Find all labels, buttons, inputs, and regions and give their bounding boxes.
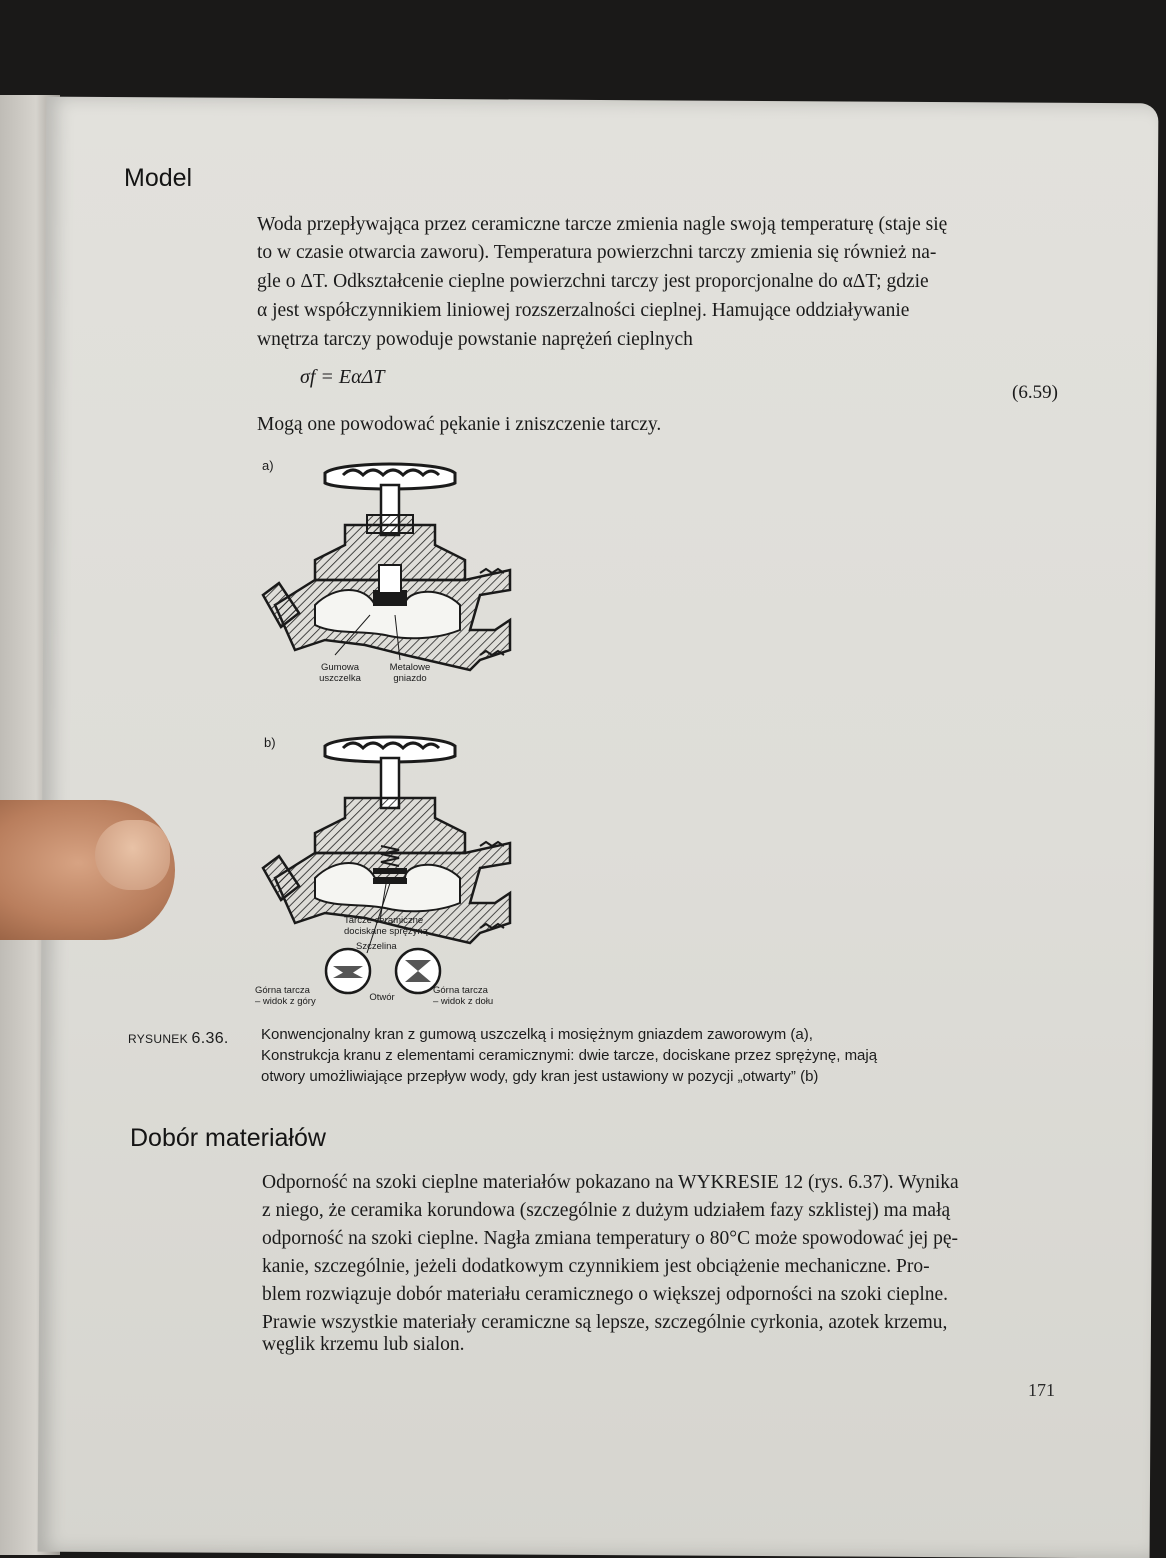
para-line: to w czasie otwarcia zaworu). Temperatura powierzchni tarczy zmienia się również na- <box>257 242 937 263</box>
para-line: Prawie wszystkie materiały ceramiczne są lepsze, szczególnie cyrkonia, azotek krzemu, <box>262 1312 948 1333</box>
equation: σf = EαΔT <box>300 366 385 388</box>
caption-line: Konwencjonalny kran z gumową uszczelką i mosiężnym gniazdem zaworowym (a), <box>261 1026 813 1043</box>
page-number: 171 <box>1028 1380 1055 1400</box>
caption-line: Konstrukcja kranu z elementami ceramicznymi: dwie tarcze, dociskane przez sprężynę, mają <box>261 1047 878 1064</box>
heading-dobor-materialow: Dobór materiałów <box>130 1124 326 1152</box>
after-equation-text: Mogą one powodować pękanie i zniszczenie tarczy. <box>257 414 662 435</box>
figure-label-b: b) <box>264 735 276 750</box>
para-line: odporność na szoki cieplne. Nagła zmiana temperatury o 80°C może spowodować jej pę- <box>262 1228 959 1249</box>
para-line: kanie, szczególnie, jeżeli dodatkowym czynnikiem jest obciążenie mechaniczne. Pro- <box>262 1256 930 1277</box>
thumbnail <box>95 820 170 890</box>
para-line: z niego, że ceramika korundowa (szczególnie z dużym udziałem fazy szklistej) ma małą <box>262 1200 951 1221</box>
figure-caption-tag <box>128 1030 229 1048</box>
figure-label-a: a) <box>262 458 274 473</box>
caption-word: RYSUNEK <box>128 1032 188 1046</box>
label-otwor: Otwór <box>369 992 395 1003</box>
valve-diagram-b <box>255 728 525 1008</box>
label-tarcze-ceramiczne: Tarcze ceramiczne dociskane sprężyną <box>344 915 428 937</box>
para-line: gle o ΔT. Odkształcenie cieplne powierzchni tarczy jest proporcjonalne do αΔT; gdzie <box>257 271 929 292</box>
para-line: Odporność na szoki cieplne materiałów pokazano na WYKRESIE 12 (rys. 6.37). Wynika <box>262 1172 959 1193</box>
caption-number: 6.36. <box>191 1030 229 1047</box>
heading-model: Model <box>124 164 193 192</box>
para-line: blem rozwiązuje dobór materiału ceramicznego o większej odporności na szoki cieplne. <box>262 1284 949 1305</box>
label-szczelina: Szczelina <box>356 941 397 952</box>
label-gumowa-uszczelka: Gumowa uszczelka <box>319 662 361 684</box>
label-gorna-tarcza-dol: Górna tarcza – widok z dołu <box>433 985 494 1007</box>
label-gorna-tarcza-gora: Górna tarcza – widok z góry <box>255 985 316 1007</box>
label-metalowe-gniazdo: Metalowe gniazdo <box>389 662 431 684</box>
valve-diagram-a <box>255 455 525 695</box>
equation-number: (6.59) <box>1012 382 1058 403</box>
para-line: węglik krzemu lub sialon. <box>262 1334 465 1355</box>
para-line: Woda przepływająca przez ceramiczne tarcze zmienia nagle swoją temperaturę (staje się <box>257 214 948 235</box>
para-line: wnętrza tarczy powoduje powstanie naprężeń cieplnych <box>257 329 693 350</box>
caption-line: otwory umożliwiające przepływ wody, gdy kran jest ustawiony w pozycji „otwarty” (b) <box>261 1068 819 1085</box>
para-line: α jest współczynnikiem liniowej rozszerzalności cieplnej. Hamujące oddziaływanie <box>257 300 910 321</box>
